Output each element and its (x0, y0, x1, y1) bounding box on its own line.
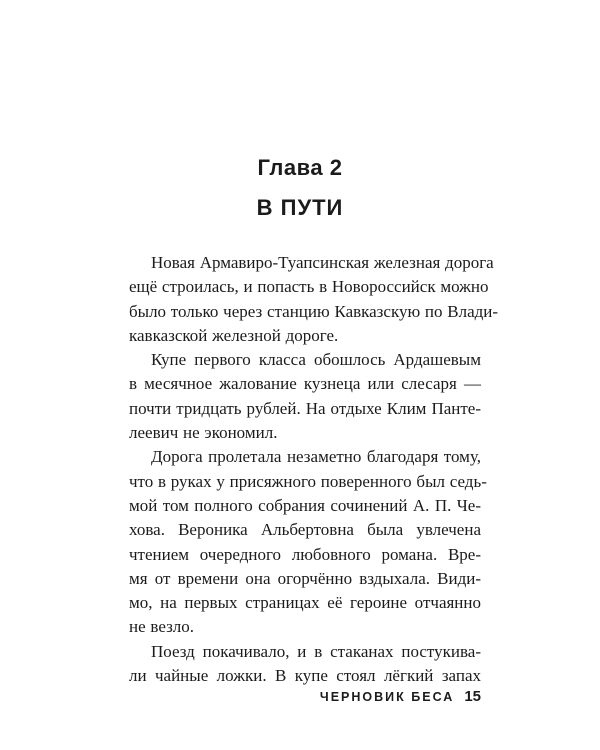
paragraph-2 (129, 348, 481, 445)
text-line: мя от времени она огорчённо вздыхала. Види- (129, 568, 481, 588)
text-line: было только через станцию Кавказскую по Влади- (129, 301, 499, 321)
text-line: не везло. (129, 617, 195, 637)
text-line: ли чайные ложки. В купе стоял лёгкий запах (129, 666, 481, 686)
text-line: мой том полного собрания сочинений А. П. Че- (129, 495, 481, 515)
chapter-title: В ПУТИ (256, 195, 344, 220)
chapter-number: Глава 2 (257, 155, 343, 180)
paragraph-3 (129, 445, 487, 639)
text-line: леевич не экономил. (129, 423, 278, 443)
text-line: Купе первого класса обошлось Ардашевым (151, 350, 481, 370)
text-line: чтением очередного любовного романа. Вре- (129, 544, 481, 564)
text-line: Новая Армавиро-Туапсинская железная дорога (151, 253, 494, 272)
text-line: кавказской железной дороге. (129, 325, 339, 345)
running-head: ЧЕРНОВИК БЕСА (319, 690, 455, 704)
page-number: 15 (464, 688, 481, 705)
text-line: мо, на первых страницах её героине отчаянно (129, 593, 481, 613)
text-line: Дорога пролетала незаметно благодаря тому, (151, 447, 481, 467)
paragraph-4 (129, 640, 481, 689)
text-line: что в руках у присяжного поверенного был седь- (129, 471, 487, 491)
text-line: хова. Вероника Альбертовна была увлечена (129, 520, 481, 540)
text-line: почти тридцать рублей. На отдыхе Клим Панте- (129, 398, 481, 418)
body-text (129, 251, 499, 688)
text-line: Поезд покачивало, и в стаканах постукива- (151, 641, 481, 661)
text-line: в месячное жалование кузнеца или слесаря — (129, 374, 481, 394)
paragraph-1 (129, 251, 499, 348)
page-footer (0, 688, 481, 706)
text-line: ещё строилась, и попасть в Новороссийск можно (129, 277, 489, 297)
